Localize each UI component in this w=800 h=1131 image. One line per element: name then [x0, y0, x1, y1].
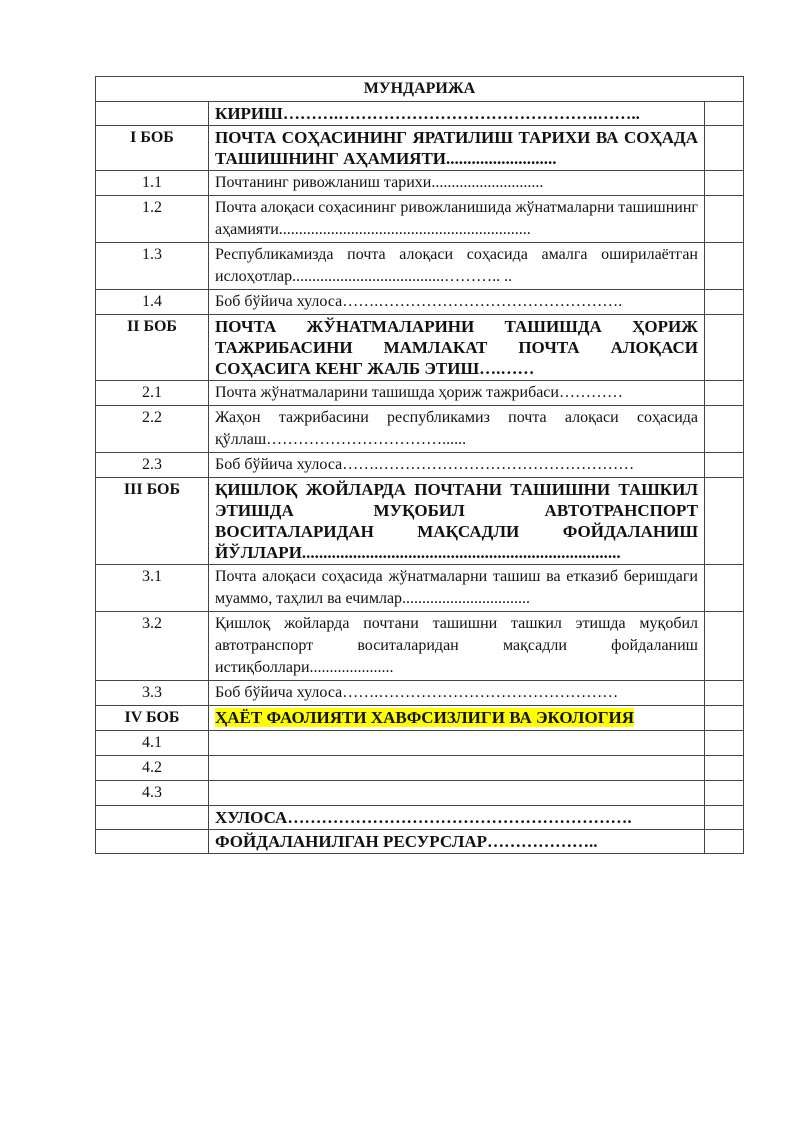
toc-heading: МУНДАРИЖА	[96, 77, 744, 102]
toc-row	[96, 406, 744, 453]
toc-row-title	[209, 706, 705, 731]
toc-row	[96, 126, 744, 171]
toc-row-title	[209, 731, 705, 756]
toc-row-title: КИРИШ……….……………………………………….……..	[209, 102, 705, 126]
toc-row-number: I БОБ	[96, 126, 209, 171]
toc-row-title: Боб бўйича хулоса…….……………………………………….	[209, 290, 705, 315]
toc-row	[96, 171, 744, 196]
toc-row	[96, 102, 744, 126]
toc-row-page	[705, 731, 744, 756]
toc-row-page	[705, 706, 744, 731]
toc-row-page	[705, 756, 744, 781]
toc-row-page	[705, 196, 744, 243]
highlighted-title: ҲАЁТ ФАОЛИЯТИ ХАВФСИЗЛИГИ ВА ЭКОЛОГИЯ	[215, 708, 635, 727]
toc-row-number: 3.2	[96, 612, 209, 681]
toc-row-number: 4.1	[96, 731, 209, 756]
toc-row-title	[209, 781, 705, 806]
toc-row	[96, 196, 744, 243]
toc-row-number: IV БОБ	[96, 706, 209, 731]
toc-row-page	[705, 612, 744, 681]
toc-row	[96, 453, 744, 478]
toc-row-title: Почта алоқаси соҳасининг ривожланишида жўнатмаларни ташишнинг аҳамияти...............................................................	[209, 196, 705, 243]
toc-row-page	[705, 243, 744, 290]
toc-row-page	[705, 478, 744, 565]
toc-row-number	[96, 806, 209, 830]
toc-row-page	[705, 806, 744, 830]
toc-row	[96, 381, 744, 406]
toc-row-title: Республикамизда почта алоқаси соҳасида амалга оширилаётган ислоҳотлар......................................……….. ..	[209, 243, 705, 290]
toc-row-number	[96, 102, 209, 126]
toc-row-title: Почтанинг ривожланиш тарихи............................	[209, 171, 705, 196]
toc-row-page	[705, 830, 744, 854]
toc-row	[96, 781, 744, 806]
table-of-contents	[95, 76, 744, 854]
toc-row-number: 1.4	[96, 290, 209, 315]
toc-row	[96, 243, 744, 290]
toc-row-number: 4.3	[96, 781, 209, 806]
toc-row	[96, 565, 744, 612]
toc-row-title: ХУЛОСА…………………………………………………….	[209, 806, 705, 830]
toc-row-title: Боб бўйича хулоса…….…………………………………………	[209, 453, 705, 478]
toc-row	[96, 290, 744, 315]
toc-row-title: ҚИШЛОҚ ЖОЙЛАРДА ПОЧТАНИ ТАШИШНИ ТАШКИЛ ЭТИШДА МУҚОБИЛ АВТОТРАНСПОРТ ВОСИТАЛАРИДАН МАҚСАДЛИ ФОЙДАЛАНИШ ЙЎЛЛАРИ...........................................................................	[209, 478, 705, 565]
toc-row	[96, 756, 744, 781]
toc-row-number	[96, 830, 209, 854]
toc-row-page	[705, 681, 744, 706]
toc-row-page	[705, 315, 744, 381]
toc-row	[96, 478, 744, 565]
toc-row-page	[705, 781, 744, 806]
toc-row-page	[705, 381, 744, 406]
toc-row-number: II БОБ	[96, 315, 209, 381]
toc-row	[96, 315, 744, 381]
toc-row-page	[705, 406, 744, 453]
toc-row-title: Қишлоқ жойларда почтани ташишни ташкил этишда муқобил автотранспорт воситаларидан мақсадли фойдаланиш истиқболлари.....................	[209, 612, 705, 681]
toc-row-title: Почта алоқаси соҳасида жўнатмаларни ташиш ва етказиб беришдаги муаммо, таҳлил ва ечимлар................................	[209, 565, 705, 612]
toc-row-number: 3.3	[96, 681, 209, 706]
toc-row	[96, 806, 744, 830]
toc-row-number: 4.2	[96, 756, 209, 781]
toc-row	[96, 681, 744, 706]
toc-row	[96, 731, 744, 756]
toc-row-number: 3.1	[96, 565, 209, 612]
toc-row	[96, 706, 744, 731]
toc-row-page	[705, 126, 744, 171]
toc-row-page	[705, 290, 744, 315]
toc-row-page	[705, 102, 744, 126]
toc-heading-row	[96, 77, 744, 102]
toc-row-title: ФОЙДАЛАНИЛГАН РЕСУРСЛАР………………..	[209, 830, 705, 854]
toc-row-page	[705, 565, 744, 612]
toc-row-page	[705, 171, 744, 196]
toc-row-title: Жаҳон тажрибасини республикамиз почта алоқаси соҳасида қўллаш……………………………......	[209, 406, 705, 453]
toc-row-title: ПОЧТА ЖЎНАТМАЛАРИНИ ТАШИШДА ҲОРИЖ ТАЖРИБАСИНИ МАМЛАКАТ ПОЧТА АЛОҚАСИ СОҲАСИГА КЕНГ ЖАЛБ ЭТИШ….……	[209, 315, 705, 381]
toc-row-title: Боб бўйича хулоса…….………………………………………	[209, 681, 705, 706]
toc-row	[96, 612, 744, 681]
toc-row-number: 2.3	[96, 453, 209, 478]
toc-row-title	[209, 756, 705, 781]
toc-row-number: 2.2	[96, 406, 209, 453]
toc-row-title: ПОЧТА СОҲАСИНИНГ ЯРАТИЛИШ ТАРИХИ ВА СОҲАДА ТАШИШНИНГ АҲАМИЯТИ..........................	[209, 126, 705, 171]
toc-row	[96, 830, 744, 854]
toc-row-number: 2.1	[96, 381, 209, 406]
toc-row-title: Почта жўнатмаларини ташишда ҳориж тажрибаси…………	[209, 381, 705, 406]
toc-row-number: 1.3	[96, 243, 209, 290]
toc-row-number: 1.2	[96, 196, 209, 243]
toc-row-number: 1.1	[96, 171, 209, 196]
toc-row-page	[705, 453, 744, 478]
toc-row-number: III БОБ	[96, 478, 209, 565]
